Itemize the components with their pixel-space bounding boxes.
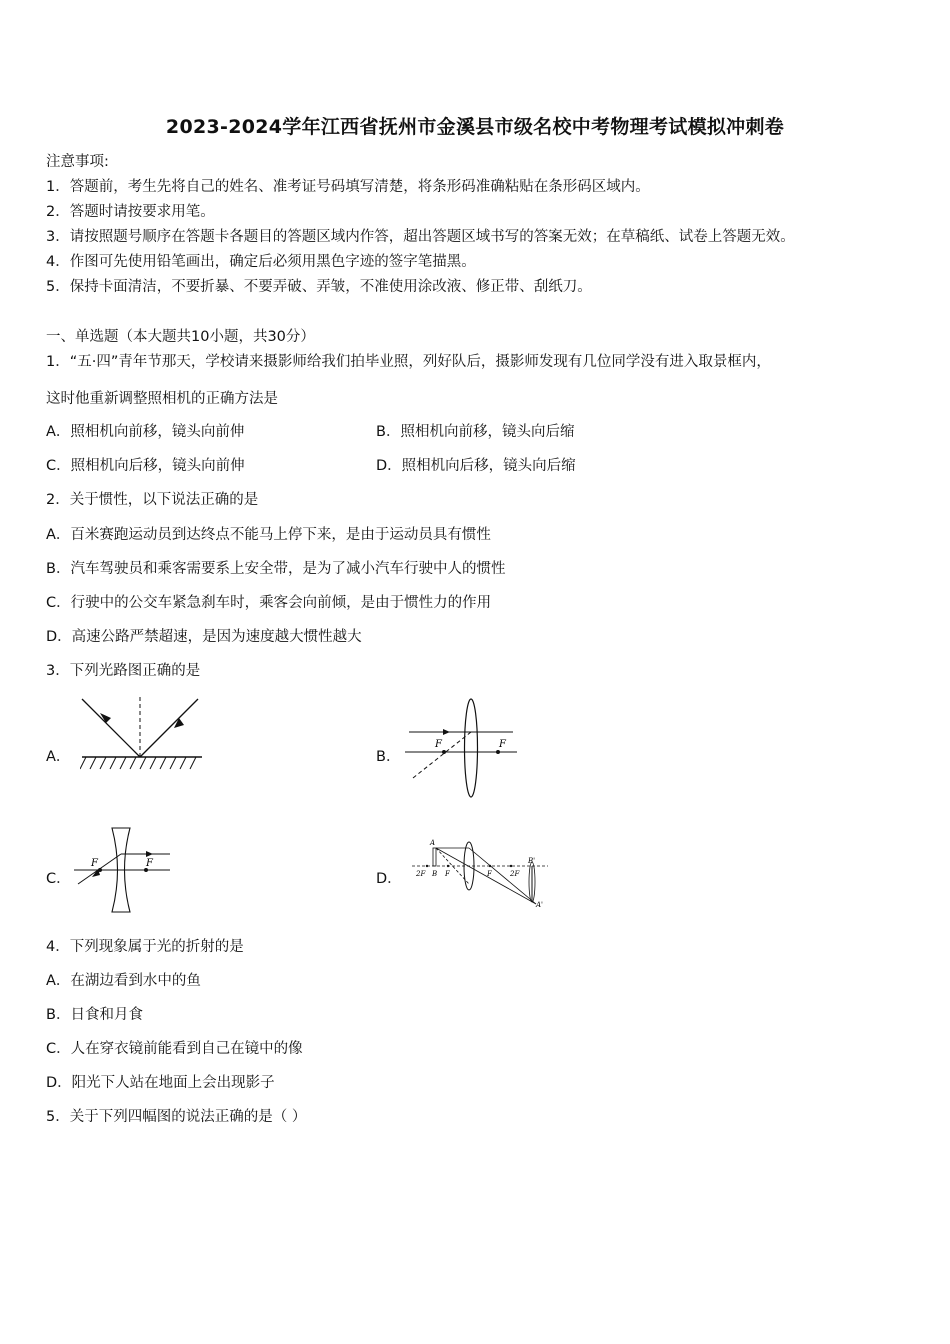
question-2-option-a: A．百米赛跑运动员到达终点不能马上停下来，是由于运动员具有惯性 xyxy=(46,527,491,543)
question-3-label-d: D． xyxy=(376,871,402,887)
figure-convex-lens-image xyxy=(412,836,552,912)
notice-item: 2．答题时请按要求用笔。 xyxy=(46,204,215,220)
question-4-option-b: B．日食和月食 xyxy=(46,1007,143,1023)
question-4-option-a: A．在湖边看到水中的鱼 xyxy=(46,973,201,989)
focal-label: F xyxy=(499,739,506,750)
point-b-label: B xyxy=(432,870,438,878)
page-title: 2023-2024学年江西省抚州市金溪县市级名校中考物理考试模拟冲刺卷 xyxy=(165,116,785,138)
focal-label: F xyxy=(435,739,442,750)
question-2-option-b: B．汽车驾驶员和乘客需要系上安全带，是为了减小汽车行驶中人的惯性 xyxy=(46,561,506,577)
question-1-stem-cont: 这时他重新调整照相机的正确方法是 xyxy=(46,391,278,407)
figure-concave-lens xyxy=(74,826,174,918)
notice-item: 1．答题前，考生先将自己的姓名、准考证号码填写清楚，将条形码准确粘贴在条形码区域内。 xyxy=(46,179,650,195)
question-4-option-d: D．阳光下人站在地面上会出现影子 xyxy=(46,1075,275,1091)
point-a-label: A xyxy=(430,839,436,847)
section-heading: 一、单选题（本大题共10小题，共30分） xyxy=(46,329,315,345)
question-3-label-a: A． xyxy=(46,749,71,765)
two-f-label: 2F xyxy=(510,870,520,878)
question-4-option-c: C．人在穿衣镜前能看到自己在镜中的像 xyxy=(46,1041,303,1057)
two-f-label: 2F xyxy=(416,870,426,878)
question-3-label-b: B． xyxy=(376,749,401,765)
point-a-image-label: A' xyxy=(536,901,543,909)
figure-reflection xyxy=(80,695,205,775)
point-b-image-label: B' xyxy=(528,857,536,865)
question-2-option-d: D．高速公路严禁超速，是因为速度越大惯性越大 xyxy=(46,629,362,645)
question-1-stem: 1．“五·四”青年节那天，学校请来摄影师给我们拍毕业照，列好队后，摄影师发现有几位同学没有进入取景框内， xyxy=(46,354,771,370)
question-1-option-d: D．照相机向后移，镜头向后缩 xyxy=(376,458,576,474)
notice-item: 4．作图可先使用铅笔画出，确定后必须用黑色字迹的签字笔描黑。 xyxy=(46,254,476,270)
focal-label: F xyxy=(487,870,492,878)
question-2-stem: 2．关于惯性，以下说法正确的是 xyxy=(46,492,259,508)
question-5-stem: 5．关于下列四幅图的说法正确的是（ ） xyxy=(46,1109,307,1125)
question-2-option-c: C．行驶中的公交车紧急刹车时，乘客会向前倾，是由于惯性力的作用 xyxy=(46,595,492,611)
notice-heading: 注意事项: xyxy=(46,154,109,170)
question-3-stem: 3．下列光路图正确的是 xyxy=(46,663,201,679)
notice-item: 5．保持卡面清洁，不要折暴、不要弄破、弄皱，不准使用涂改液、修正带、刮纸刀。 xyxy=(46,279,592,295)
focal-label: F xyxy=(91,858,98,869)
question-4-stem: 4．下列现象属于光的折射的是 xyxy=(46,939,244,955)
question-1-option-c: C．照相机向后移，镜头向前伸 xyxy=(46,458,245,474)
focal-label: F xyxy=(445,870,450,878)
question-1-option-a: A．照相机向前移，镜头向前伸 xyxy=(46,424,245,440)
focal-label: F xyxy=(146,858,153,869)
question-1-option-b: B．照相机向前移，镜头向后缩 xyxy=(376,424,575,440)
question-3-label-c: C． xyxy=(46,871,71,887)
notice-item: 3．请按照题号顺序在答题卡各题目的答题区域内作答，超出答题区域书写的答案无效；在草稿纸、试卷上答题无效。 xyxy=(46,229,795,245)
figure-convex-lens xyxy=(405,698,520,800)
